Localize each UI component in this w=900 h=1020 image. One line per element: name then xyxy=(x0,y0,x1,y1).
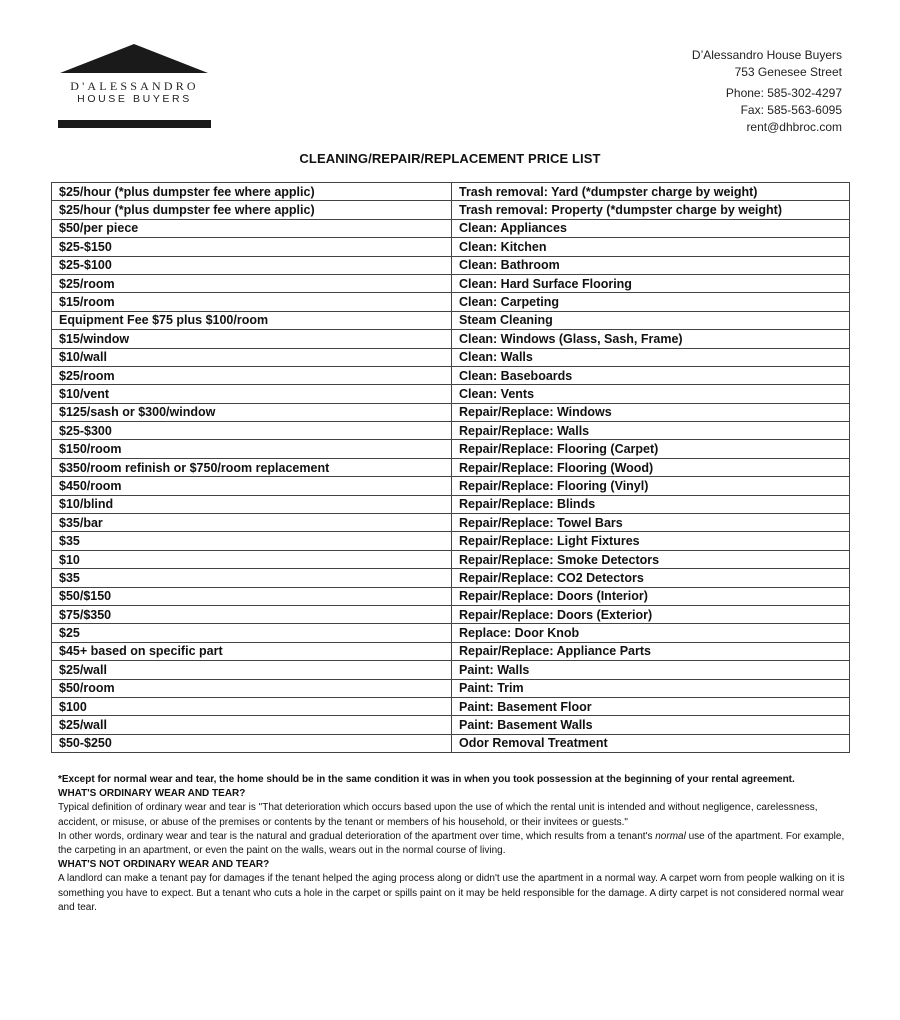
price-cell: $100 xyxy=(52,697,452,715)
price-cell: $10/blind xyxy=(52,495,452,513)
service-cell: Paint: Basement Floor xyxy=(452,697,850,715)
price-cell: $35 xyxy=(52,532,452,550)
table-row xyxy=(52,495,850,513)
price-cell: $25/wall xyxy=(52,661,452,679)
table-row xyxy=(52,550,850,568)
service-cell: Repair/Replace: Flooring (Vinyl) xyxy=(452,477,850,495)
service-cell: Repair/Replace: Doors (Interior) xyxy=(452,587,850,605)
table-row xyxy=(52,366,850,384)
service-cell: Clean: Carpeting xyxy=(452,293,850,311)
ordinary-heading: WHAT'S ORDINARY WEAR AND TEAR? xyxy=(58,788,246,800)
service-cell: Clean: Bathroom xyxy=(452,256,850,274)
table-row xyxy=(52,201,850,219)
company-email: rent@dhbroc.com xyxy=(746,120,842,134)
table-row xyxy=(52,458,850,476)
price-cell: $125/sash or $300/window xyxy=(52,403,452,421)
other-words-text xyxy=(58,830,848,858)
company-fax: Fax: 585-563-6095 xyxy=(740,103,842,117)
service-cell: Paint: Basement Walls xyxy=(452,716,850,734)
other-words-em: normal xyxy=(655,830,686,842)
table-row xyxy=(52,569,850,587)
service-cell: Repair/Replace: Light Fixtures xyxy=(452,532,850,550)
service-cell: Paint: Trim xyxy=(452,679,850,697)
service-cell: Clean: Windows (Glass, Sash, Frame) xyxy=(452,330,850,348)
service-cell: Trash removal: Property (*dumpster charge by weight) xyxy=(452,201,850,219)
price-cell: $35 xyxy=(52,569,452,587)
table-row xyxy=(52,734,850,752)
service-cell: Paint: Walls xyxy=(452,661,850,679)
service-cell: Steam Cleaning xyxy=(452,311,850,329)
table-row xyxy=(52,587,850,605)
price-cell: $50/per piece xyxy=(52,219,452,237)
table-row xyxy=(52,477,850,495)
service-cell: Clean: Appliances xyxy=(452,219,850,237)
price-cell: $25-$150 xyxy=(52,238,452,256)
other-words-a: In other words, ordinary wear and tear is the natural and gradual deterioration of the apartment over time, which results from a tenant's xyxy=(58,830,653,842)
price-cell: $10/vent xyxy=(52,385,452,403)
price-cell: $50/$150 xyxy=(52,587,452,605)
service-cell: Repair/Replace: Flooring (Carpet) xyxy=(452,440,850,458)
price-cell: $15/room xyxy=(52,293,452,311)
table-row xyxy=(52,183,850,201)
price-cell: $75/$350 xyxy=(52,605,452,623)
service-cell: Replace: Door Knob xyxy=(452,624,850,642)
table-row xyxy=(52,532,850,550)
price-table-body xyxy=(52,183,850,753)
price-cell: $25/room xyxy=(52,274,452,292)
price-cell: $25 xyxy=(52,624,452,642)
contact-block xyxy=(692,47,842,136)
price-cell: $450/room xyxy=(52,477,452,495)
price-cell: $10/wall xyxy=(52,348,452,366)
price-cell: $15/window xyxy=(52,330,452,348)
service-cell: Repair/Replace: Doors (Exterior) xyxy=(452,605,850,623)
page-title: CLEANING/REPAIR/REPLACEMENT PRICE LIST xyxy=(299,151,601,166)
price-cell: $25/hour (*plus dumpster fee where applic) xyxy=(52,183,452,201)
logo-line-1: D'ALESSANDRO xyxy=(70,79,199,93)
service-cell: Repair/Replace: Smoke Detectors xyxy=(452,550,850,568)
price-cell: $25/hour (*plus dumpster fee where applic) xyxy=(52,201,452,219)
price-cell: $25/wall xyxy=(52,716,452,734)
table-row xyxy=(52,697,850,715)
not-ordinary-heading: WHAT'S NOT ORDINARY WEAR AND TEAR? xyxy=(58,859,270,871)
service-cell: Repair/Replace: Towel Bars xyxy=(452,514,850,532)
table-row xyxy=(52,679,850,697)
price-cell: $10 xyxy=(52,550,452,568)
table-row xyxy=(52,514,850,532)
service-cell: Repair/Replace: Appliance Parts xyxy=(452,642,850,660)
price-cell: $25-$300 xyxy=(52,422,452,440)
service-cell: Trash removal: Yard (*dumpster charge by weight) xyxy=(452,183,850,201)
price-cell: $350/room refinish or $750/room replacement xyxy=(52,458,452,476)
definition-text: Typical definition of ordinary wear and tear is "That deterioration which occurs based upon the use of which the rental unit is intended and without negligence, carelessness, accident, or misuse, or abuse of the premises or contents by the tenant or members of his household, or their invitees or guests." xyxy=(58,802,818,828)
price-cell: $25-$100 xyxy=(52,256,452,274)
price-cell: $50/room xyxy=(52,679,452,697)
table-row xyxy=(52,661,850,679)
price-cell: $150/room xyxy=(52,440,452,458)
price-cell: $35/bar xyxy=(52,514,452,532)
table-row xyxy=(52,311,850,329)
landlord-text: A landlord can make a tenant pay for damages if the tenant helped the aging process along or didn't use the apartment in a normal way. A carpet worn from people walking on it is something you have to expect. But a tenant who cuts a hole in the carpet or spills paint on it may be held responsible for the damage. A dirty carpet is not considered normal wear and tear. xyxy=(58,873,845,913)
company-address: 753 Genesee Street xyxy=(734,65,842,79)
price-cell: $45+ based on specific part xyxy=(52,642,452,660)
table-row xyxy=(52,716,850,734)
service-cell: Clean: Hard Surface Flooring xyxy=(452,274,850,292)
house-roof-icon xyxy=(58,40,211,80)
price-cell: $50-$250 xyxy=(52,734,452,752)
table-row xyxy=(52,293,850,311)
table-row xyxy=(52,422,850,440)
table-row xyxy=(52,330,850,348)
svg-text:®: ® xyxy=(200,66,204,72)
service-cell: Clean: Baseboards xyxy=(452,366,850,384)
table-row xyxy=(52,238,850,256)
company-name: D’Alessandro House Buyers xyxy=(691,48,842,62)
service-cell: Repair/Replace: Blinds xyxy=(452,495,850,513)
logo-line-2: HOUSE BUYERS xyxy=(77,93,192,105)
service-cell: Repair/Replace: Windows xyxy=(452,403,850,421)
price-table xyxy=(51,182,850,753)
except-note: *Except for normal wear and tear, the home should be in the same condition it was in when you took possession at the beginning of your rental agreement. xyxy=(58,774,795,785)
table-row xyxy=(52,256,850,274)
service-cell: Clean: Walls xyxy=(452,348,850,366)
table-row xyxy=(52,274,850,292)
table-row xyxy=(52,605,850,623)
table-row xyxy=(52,642,850,660)
service-cell: Repair/Replace: Flooring (Wood) xyxy=(452,458,850,476)
company-logo xyxy=(58,40,211,128)
table-row xyxy=(52,403,850,421)
notes-section xyxy=(58,773,848,915)
service-cell: Clean: Kitchen xyxy=(452,238,850,256)
service-cell: Repair/Replace: CO2 Detectors xyxy=(452,569,850,587)
table-row xyxy=(52,219,850,237)
table-row xyxy=(52,624,850,642)
price-cell: Equipment Fee $75 plus $100/room xyxy=(52,311,452,329)
service-cell: Clean: Vents xyxy=(452,385,850,403)
table-row xyxy=(52,348,850,366)
company-phone: Phone: 585-302-4297 xyxy=(725,86,842,100)
price-cell: $25/room xyxy=(52,366,452,384)
service-cell: Repair/Replace: Walls xyxy=(452,422,850,440)
service-cell: Odor Removal Treatment xyxy=(452,734,850,752)
table-row xyxy=(52,440,850,458)
logo-bar xyxy=(58,120,211,128)
table-row xyxy=(52,385,850,403)
other-words-b: use of the apartment. For example, the carpeting in an apartment, or even the paint on the walls, wears out in the normal course of living. xyxy=(58,830,845,857)
